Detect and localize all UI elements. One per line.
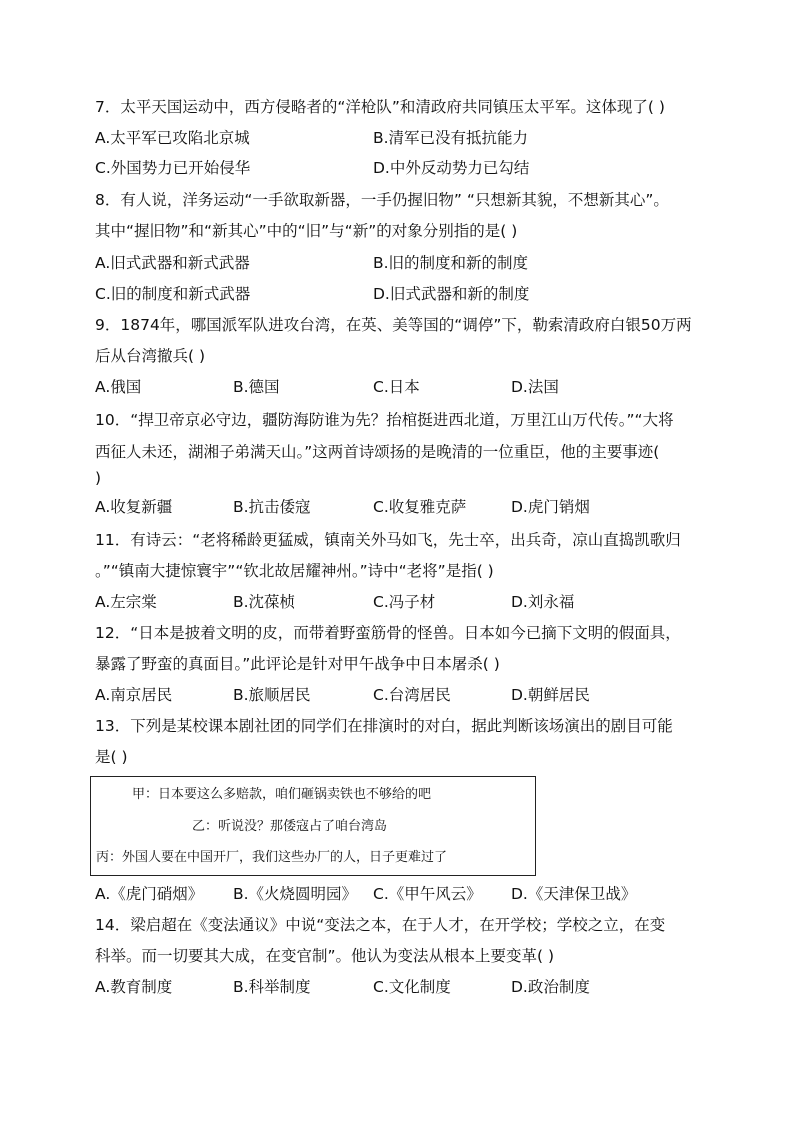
question-10-stem-line1: 10．“捍卫帝京必守边，疆防海防谁为先？抬棺挺进西北道，万里江山万代传。”“大将 <box>95 411 674 429</box>
question-12-option-b: B.旅顺居民 <box>233 686 311 704</box>
question-13-stem-line1: 13．下列是某校课本剧社团的同学们在排演时的对白，据此判断该场演出的剧目可能 <box>95 717 673 735</box>
question-13-stem-line2: 是( ) <box>95 748 128 766</box>
question-12-option-c: C.台湾居民 <box>373 686 451 704</box>
question-8-option-b: B.旧的制度和新的制度 <box>373 254 529 272</box>
question-14-option-c: C.文化制度 <box>373 978 451 996</box>
question-8-stem-line1: 8．有人说，洋务运动“一手欲取新器，一手仍握旧物” “只想新其貌，不想新其心”。 <box>95 191 669 209</box>
question-14-stem-line2: 科举。而一切要其大成，在变官制”。他认为变法从根本上要变革( ) <box>95 947 555 965</box>
question-10-option-b: B.抗击倭寇 <box>233 498 311 516</box>
question-12-stem-line2: 暴露了野蛮的真面目。”此评论是针对甲午战争中日本屠杀( ) <box>95 655 500 673</box>
question-9-stem-line2: 后从台湾撤兵( ) <box>95 347 206 365</box>
question-12-option-a: A.南京居民 <box>95 686 173 704</box>
question-9-option-c: C.日本 <box>373 378 420 396</box>
question-7-option-b: B.清军已没有抵抗能力 <box>373 129 529 147</box>
question-9-option-d: D.法国 <box>511 378 559 396</box>
question-14-stem-line1: 14．梁启超在《变法通议》中说“变法之本，在于人才，在开学校；学校之立，在变 <box>95 916 666 934</box>
question-9-stem-line1: 9．1874年，哪国派军队进攻台湾，在英、美等国的“调停”下，勒索清政府白银50万两 <box>95 316 692 334</box>
question-9-option-b: B.德国 <box>233 378 280 396</box>
question-11-option-a: A.左宗棠 <box>95 593 157 611</box>
dialogue-line-jia: 甲：日本要这么多赔款，咱们砸锅卖铁也不够给的吧 <box>132 787 432 802</box>
question-7-stem: 7．太平天国运动中，西方侵略者的“洋枪队”和清政府共同镇压太平军。这体现了( ) <box>95 98 665 116</box>
question-8-option-d: D.旧式武器和新的制度 <box>373 285 530 303</box>
question-11-stem-line1: 11．有诗云：“老将稀龄更猛威，镇南关外马如飞，先士卒，出兵奇，凉山直捣凯歌归 <box>95 531 681 549</box>
question-13-option-d: D.《天津保卫战》 <box>511 885 637 903</box>
question-10-option-a: A.收复新疆 <box>95 498 173 516</box>
question-9-option-a: A.俄国 <box>95 378 142 396</box>
question-7-option-d: D.中外反动势力已勾结 <box>373 159 530 177</box>
question-8-option-c: C.旧的制度和新式武器 <box>95 285 251 303</box>
question-11-stem-line2: 。”“镇南大捷惊寰宇”“钦北故居耀神州。”诗中“老将”是指( ) <box>95 562 494 580</box>
dialogue-line-bing: 丙：外国人要在中国开厂，我们这些办厂的人，日子更难过了 <box>96 850 448 865</box>
question-13-option-a: A.《虎门硝烟》 <box>95 885 204 903</box>
question-14-option-a: A.教育制度 <box>95 978 173 996</box>
question-12-stem-line1: 12．“日本是披着文明的皮，而带着野蛮筋骨的怪兽。日本如今已摘下文明的假面具， <box>95 624 681 642</box>
question-10-option-c: C.收复雅克萨 <box>373 498 467 516</box>
question-11-option-b: B.沈葆桢 <box>233 593 296 611</box>
question-14-option-d: D.政治制度 <box>511 978 590 996</box>
question-10-stem-line3: ) <box>95 469 102 487</box>
question-10-option-d: D.虎门销烟 <box>511 498 590 516</box>
question-11-option-c: C.冯子材 <box>373 593 436 611</box>
question-7-option-a: A.太平军已攻陷北京城 <box>95 129 250 147</box>
dialogue-line-yi: 乙：听说没？那倭寇占了咱台湾岛 <box>192 819 388 834</box>
question-13-option-c: C.《甲午风云》 <box>373 885 482 903</box>
question-12-option-d: D.朝鲜居民 <box>511 686 590 704</box>
question-13-option-b: B.《火烧圆明园》 <box>233 885 358 903</box>
question-8-stem-line2: 其中“握旧物”和“新其心”中的“旧”与“新”的对象分别指的是( ) <box>95 222 518 240</box>
question-14-option-b: B.科举制度 <box>233 978 311 996</box>
question-11-option-d: D.刘永福 <box>511 593 575 611</box>
question-10-stem-line2: 西征人未还，湖湘子弟满天山。”这两首诗颂扬的是晚清的一位重臣，他的主要事迹( <box>95 443 660 461</box>
question-7-option-c: C.外国势力已开始侵华 <box>95 159 251 177</box>
question-8-option-a: A.旧式武器和新式武器 <box>95 254 250 272</box>
